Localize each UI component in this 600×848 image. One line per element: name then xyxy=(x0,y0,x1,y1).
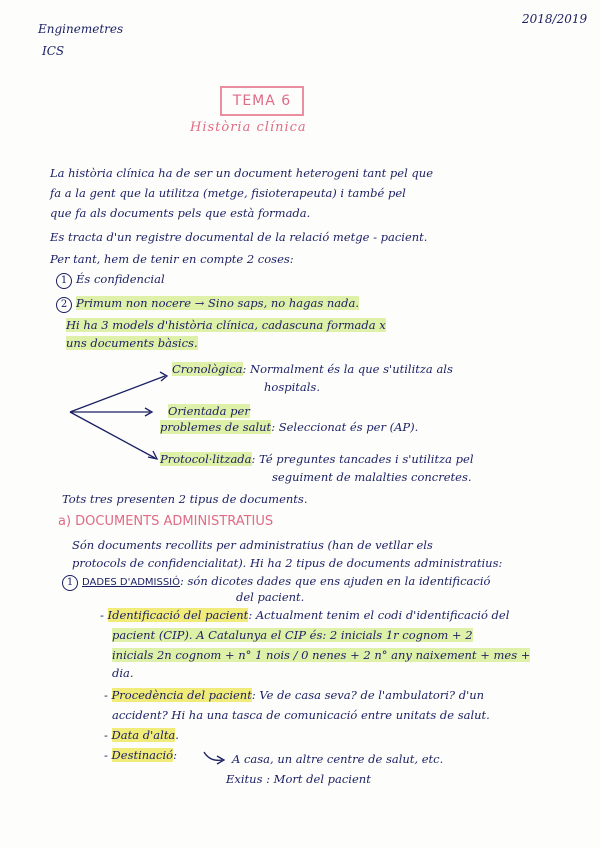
academic-year: 2018/2019 xyxy=(522,12,588,26)
item-identificacio: - Identificació del pacient: Actualment tenim el codi d'identificació del xyxy=(100,608,510,622)
item-text-line: pacient (CIP). A Catalunya el CIP és: 2 inicials 1r cognom + 2 xyxy=(112,628,473,642)
model-orientada xyxy=(160,420,418,434)
model-desc: : Seleccionat és per (AP). xyxy=(271,420,419,434)
model-name: Cronològica xyxy=(172,362,243,376)
item-label: Procedència del pacient xyxy=(111,688,252,702)
item-text-line: dia. xyxy=(112,666,134,680)
dades-admissio xyxy=(62,574,490,591)
intro-line: fa a la gent que la utilitza (metge, fisioterapeuta) i també pel xyxy=(50,186,406,200)
docs-types: Tots tres presenten 2 tipus de documents. xyxy=(62,492,308,506)
item-text-line: accident? Hi ha una tasca de comunicació entre unitats de salut. xyxy=(112,708,490,722)
item-text-line: inicials 2n cognom + n° 1 nois / 0 nenes + 2 n° any naixement + mes + xyxy=(112,648,531,662)
intro-line: Es tracta d'un registre documental de la relació metge - pacient. xyxy=(50,230,428,244)
section-a-heading: a) DOCUMENTS ADMINISTRATIUS xyxy=(58,514,274,529)
item-label: Destinació xyxy=(111,748,174,762)
point-text: És confidencial xyxy=(76,272,165,286)
course-code: ICS xyxy=(42,44,65,58)
intro-line: Per tant, hem de tenir en compte 2 coses: xyxy=(50,252,294,266)
dades-text: : són dicotes dades que ens ajuden en la identificació xyxy=(180,574,491,588)
item-procedencia: - Procedència del pacient: Ve de casa seva? de l'ambulatori? d'un xyxy=(104,688,485,702)
model-desc-cont: hospitals. xyxy=(264,380,320,394)
model-desc-cont: seguiment de malalties concretes. xyxy=(272,470,472,484)
model-protocol xyxy=(160,452,474,466)
model-cronologica xyxy=(172,362,453,376)
item-text: . xyxy=(175,728,179,742)
destination-line: Exitus : Mort del pacient xyxy=(226,772,371,786)
model-desc: : Normalment és la que s'utilitza als xyxy=(242,362,453,376)
models-intro-line: uns documents bàsics. xyxy=(66,336,198,350)
destination-line: A casa, un altre centre de salut, etc. xyxy=(232,752,444,766)
model-name: Orientada per xyxy=(168,404,250,418)
dades-text-cont: del pacient. xyxy=(236,590,305,604)
model-orientada-name xyxy=(168,404,250,418)
dades-label: DADES D'ADMISSIÓ xyxy=(82,577,180,588)
point-number: 1 xyxy=(56,273,72,289)
model-desc: : Té preguntes tancades i s'utilitza pel xyxy=(251,452,474,466)
item-data-alta: - Data d'alta. xyxy=(104,728,179,742)
dades-number: 1 xyxy=(62,575,78,591)
model-name: Protocol·litzada xyxy=(160,452,252,466)
point-text: Primum non nocere → Sino saps, no hagas nada. xyxy=(76,296,360,310)
subject-name: Enginemetres xyxy=(38,22,124,36)
point-number: 2 xyxy=(56,297,72,313)
item-destinacio: - Destinació: xyxy=(104,748,177,762)
page-title: TEMA 6 xyxy=(220,86,304,116)
intro-line: que fa als documents pels que està formada. xyxy=(50,206,311,220)
page-subtitle: Història clínica xyxy=(190,120,307,135)
item-text: : Ve de casa seva? de l'ambulatori? d'un xyxy=(251,688,485,702)
model-name-cont: problemes de salut xyxy=(160,420,272,434)
item-label: Identificació del pacient xyxy=(107,608,249,622)
item-label: Data d'alta xyxy=(111,728,176,742)
section-a-line: Són documents recollits per administratius (han de vetllar els xyxy=(72,538,433,552)
models-intro-line: Hi ha 3 models d'història clínica, cadascuna formada x xyxy=(66,318,386,332)
intro-line: La història clínica ha de ser un document heterogeni tant pel que xyxy=(50,166,433,180)
item-text: : Actualment tenim el codi d'identificació del xyxy=(248,608,510,622)
item-text: : xyxy=(173,748,177,762)
section-a-line: protocols de confidencialitat). Hi ha 2 tipus de documents administratius: xyxy=(72,556,503,570)
